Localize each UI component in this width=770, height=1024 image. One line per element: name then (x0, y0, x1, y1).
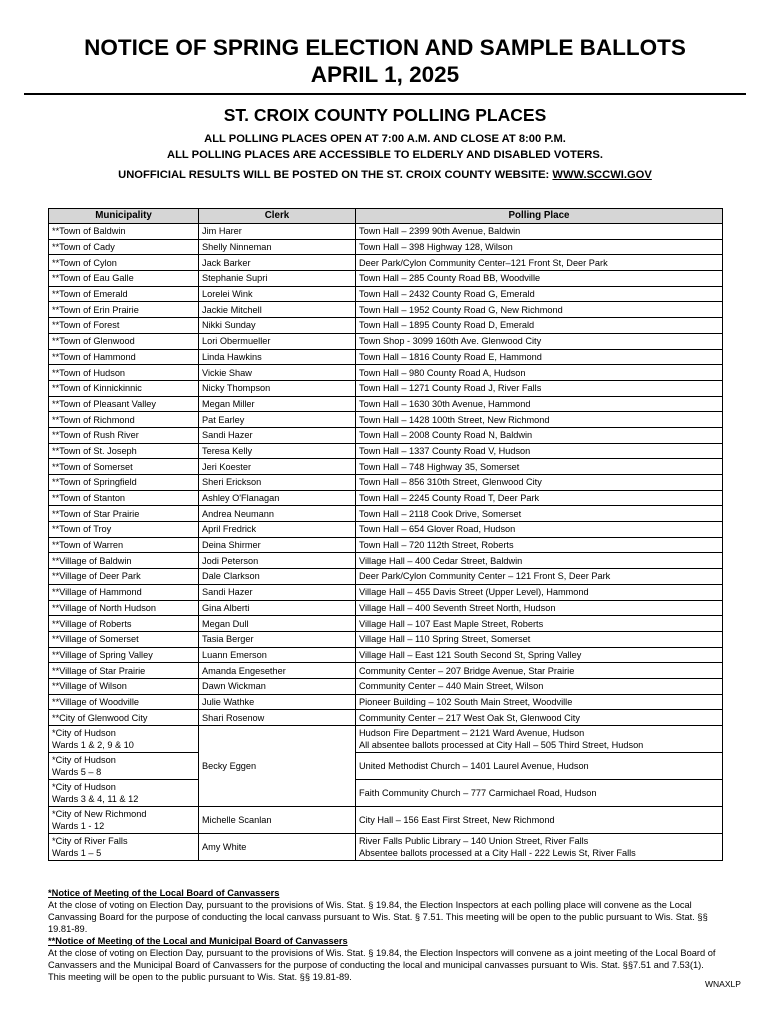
clerk-cell: Luann Emerson (199, 647, 356, 663)
website-link[interactable]: WWW.SCCWI.GOV (552, 169, 652, 181)
municipality-cell: **Village of North Hudson (49, 600, 199, 616)
notice-2-text: At the close of voting on Election Day, pursuant to the provisions of Wis. Stat. § 19.84, the Election Inspectors will convene as a joint meeting of the Local Board of Canvassers and the Municipal Board of Canvassers for the purpose of conducting the local and municipal canvasses pursuant to Wis. Stat. §§7.51 and 7.53(1). This meeting will be open to the public pursuant to Wis. Stat. §§ 19.81-89. (48, 948, 716, 982)
polling-place-cell: Town Hall – 1428 100th Street, New Richmond (356, 412, 723, 428)
table-row (49, 475, 723, 491)
clerk-cell: Nikki Sunday (199, 318, 356, 334)
municipality-cell: **Village of Baldwin (49, 553, 199, 569)
title-line-1: NOTICE OF SPRING ELECTION AND SAMPLE BALLOTS (84, 35, 686, 60)
municipality-cell: **Village of Spring Valley (49, 647, 199, 663)
title-line-2: APRIL 1, 2025 (310, 62, 460, 87)
results-text: UNOFFICIAL RESULTS WILL BE POSTED ON THE ST. CROIX COUNTY WEBSITE: (118, 169, 553, 181)
table-row (49, 834, 723, 861)
municipality-cell: **Town of Cylon (49, 255, 199, 271)
municipality-cell: **Town of Emerald (49, 286, 199, 302)
municipality-cell (49, 753, 199, 780)
polling-place-cell: Town Hall – 1630 30th Avenue, Hammond (356, 396, 723, 412)
table-row (49, 255, 723, 271)
table-row (49, 443, 723, 459)
clerk-cell: Becky Eggen (199, 726, 356, 807)
clerk-cell: Jackie Mitchell (199, 302, 356, 318)
polling-place-cell: Community Center – 207 Bridge Avenue, Star Prairie (356, 663, 723, 679)
municipality-cell: **Village of Wilson (49, 678, 199, 694)
clerk-cell: Jeri Koester (199, 459, 356, 475)
clerk-cell: Gina Alberti (199, 600, 356, 616)
table-row (49, 753, 723, 780)
clerk-cell: Jim Harer (199, 224, 356, 240)
polling-place-cell: Town Hall – 654 Glover Road, Hudson (356, 522, 723, 538)
polling-place-cell: Town Hall – 1952 County Road G, New Richmond (356, 302, 723, 318)
table-row (49, 412, 723, 428)
polling-hours (0, 131, 770, 163)
clerk-cell: Sandi Hazer (199, 427, 356, 443)
table-row (49, 807, 723, 834)
municipality-cell: **Village of Deer Park (49, 569, 199, 585)
table-row (49, 710, 723, 726)
table-row (49, 537, 723, 553)
municipality-wards: Wards 1 - 12 (52, 821, 105, 831)
polling-place-cell: Town Hall – 1271 County Road J, River Falls (356, 380, 723, 396)
polling-place-cell: Deer Park/Cylon Community Center – 121 Front S, Deer Park (356, 569, 723, 585)
polling-places-table (48, 208, 723, 861)
polling-place-cell (356, 834, 723, 861)
table-row (49, 631, 723, 647)
clerk-cell: Sandi Hazer (199, 584, 356, 600)
polling-place-line: River Falls Public Library – 140 Union Street, River Falls (359, 835, 589, 846)
clerk-cell: Dale Clarkson (199, 569, 356, 585)
polling-place-cell: Deer Park/Cylon Community Center–121 Front St, Deer Park (356, 255, 723, 271)
municipality-cell: **Town of Richmond (49, 412, 199, 428)
polling-place-cell: Village Hall – 400 Cedar Street, Baldwin (356, 553, 723, 569)
polling-place-cell: Town Hall – 398 Highway 128, Wilson (356, 239, 723, 255)
polling-place-cell: Town Shop - 3099 160th Ave. Glenwood City (356, 333, 723, 349)
polling-place-line: Hudson Fire Department – 2121 Ward Avenue, Hudson (359, 727, 585, 738)
municipality-wards: Wards 3 & 4, 11 & 12 (52, 794, 139, 804)
table-row (49, 380, 723, 396)
table-row (49, 780, 723, 807)
table-row (49, 600, 723, 616)
column-header-clerk: Clerk (199, 209, 356, 224)
clerk-cell: Shelly Ninneman (199, 239, 356, 255)
clerk-cell: Sheri Erickson (199, 475, 356, 491)
municipality-name: *City of Hudson (52, 727, 116, 738)
clerk-cell: Shari Rosenow (199, 710, 356, 726)
table-row (49, 553, 723, 569)
municipality-cell: **Town of Erin Prairie (49, 302, 199, 318)
clerk-cell: Michelle Scanlan (199, 807, 356, 834)
municipality-name: *City of Hudson (52, 781, 116, 792)
municipality-cell: **Town of Somerset (49, 459, 199, 475)
municipality-cell: **Town of Glenwood (49, 333, 199, 349)
title-divider (24, 93, 746, 95)
clerk-cell: Vickie Shaw (199, 365, 356, 381)
polling-place-cell: Town Hall – 748 Highway 35, Somerset (356, 459, 723, 475)
table-row (49, 396, 723, 412)
table-row (49, 318, 723, 334)
municipality-cell: **Village of Star Prairie (49, 663, 199, 679)
polling-place-cell (356, 726, 723, 753)
clerk-cell: Amanda Engesether (199, 663, 356, 679)
clerk-cell: Dawn Wickman (199, 678, 356, 694)
polling-place-cell: Village Hall – 107 East Maple Street, Roberts (356, 616, 723, 632)
notice-1-title: *Notice of Meeting of the Local Board of Canvassers (48, 888, 280, 898)
clerk-cell: Tasia Berger (199, 631, 356, 647)
municipality-cell: **Town of Cady (49, 239, 199, 255)
clerk-cell: Megan Dull (199, 616, 356, 632)
table-row (49, 663, 723, 679)
municipality-wards: Wards 1 – 5 (52, 848, 102, 858)
subtitle: ST. CROIX COUNTY POLLING PLACES (223, 105, 547, 125)
notice-2-title: **Notice of Meeting of the Local and Municipal Board of Canvassers (48, 936, 348, 946)
municipality-cell: **Village of Hammond (49, 584, 199, 600)
clerk-cell: Stephanie Supri (199, 271, 356, 287)
polling-place-cell: City Hall – 156 East First Street, New Richmond (356, 807, 723, 834)
clerk-cell: Teresa Kelly (199, 443, 356, 459)
clerk-cell: Megan Miller (199, 396, 356, 412)
table-row (49, 365, 723, 381)
table-row (49, 726, 723, 753)
municipality-cell: **Town of Baldwin (49, 224, 199, 240)
clerk-cell: Ashley O'Flanagan (199, 490, 356, 506)
table-row (49, 678, 723, 694)
polling-place-cell: Faith Community Church – 777 Carmichael Road, Hudson (356, 780, 723, 807)
municipality-cell: **Village of Woodville (49, 694, 199, 710)
clerk-cell: Lori Obermueller (199, 333, 356, 349)
municipality-cell: **Town of Kinnickinnic (49, 380, 199, 396)
table-row (49, 490, 723, 506)
municipality-cell (49, 726, 199, 753)
municipality-cell: **Town of Hudson (49, 365, 199, 381)
table-row (49, 427, 723, 443)
polling-place-cell: Community Center – 440 Main Street, Wilson (356, 678, 723, 694)
municipality-cell: **Town of Troy (49, 522, 199, 538)
table-header-row (49, 209, 723, 224)
polling-place-cell: United Methodist Church – 1401 Laurel Avenue, Hudson (356, 753, 723, 780)
clerk-cell: Jack Barker (199, 255, 356, 271)
polling-place-cell: Village Hall – 400 Seventh Street North, Hudson (356, 600, 723, 616)
table-row (49, 506, 723, 522)
polling-place-cell: Village Hall – East 121 South Second St, Spring Valley (356, 647, 723, 663)
polling-place-cell: Town Hall – 1337 County Road V, Hudson (356, 443, 723, 459)
polling-place-cell: Town Hall – 856 310th Street, Glenwood City (356, 475, 723, 491)
clerk-cell: Deina Shirmer (199, 537, 356, 553)
municipality-cell: **Town of Warren (49, 537, 199, 553)
table-body (49, 224, 723, 726)
polling-place-line: Absentee ballots processed at a City Hall - 222 Lewis St, River Falls (359, 848, 636, 858)
polling-place-cell: Town Hall – 720 112th Street, Roberts (356, 537, 723, 553)
table-row (49, 333, 723, 349)
table-row (49, 647, 723, 663)
municipality-name: *City of Hudson (52, 754, 116, 765)
publication-code: WNAXLP (705, 979, 741, 989)
municipality-cell (49, 834, 199, 861)
table-body-cities (49, 726, 723, 861)
municipality-cell: **Village of Roberts (49, 616, 199, 632)
municipality-cell: **City of Glenwood City (49, 710, 199, 726)
clerk-cell: Amy White (199, 834, 356, 861)
table-row (49, 694, 723, 710)
table-row (49, 459, 723, 475)
table-row (49, 616, 723, 632)
column-header-municipality: Municipality (49, 209, 199, 224)
polling-place-cell: Town Hall – 980 County Road A, Hudson (356, 365, 723, 381)
hours-line-2: ALL POLLING PLACES ARE ACCESSIBLE TO ELDERLY AND DISABLED VOTERS. (167, 149, 603, 161)
municipality-cell: **Town of Forest (49, 318, 199, 334)
municipality-cell (49, 780, 199, 807)
canvass-notices (48, 887, 723, 983)
polling-place-cell: Village Hall – 110 Spring Street, Somerset (356, 631, 723, 647)
polling-place-cell: Town Hall – 2008 County Road N, Baldwin (356, 427, 723, 443)
table-row (49, 522, 723, 538)
municipality-wards: Wards 5 – 8 (52, 767, 102, 777)
notice-1-text: At the close of voting on Election Day, pursuant to the provisions of Wis. Stat. § 19.84, the Election Inspectors at each polling place will convene as the Local Canvassing Board for the purpose of conducting the local canvass pursuant to Wis. Stat. § 7.51. This meeting will be open to the public pursuant to Wis. Stat. §§ 19.81-89. (48, 900, 708, 934)
table-row (49, 271, 723, 287)
clerk-cell: Pat Earley (199, 412, 356, 428)
polling-place-cell: Town Hall – 2118 Cook Drive, Somerset (356, 506, 723, 522)
clerk-cell: Julie Wathke (199, 694, 356, 710)
polling-place-cell: Town Hall – 285 County Road BB, Woodville (356, 271, 723, 287)
polling-place-cell: Town Hall – 2399 90th Avenue, Baldwin (356, 224, 723, 240)
clerk-cell: Lorelei Wink (199, 286, 356, 302)
polling-place-cell: Town Hall – 1816 County Road E, Hammond (356, 349, 723, 365)
table-row (49, 349, 723, 365)
hours-line-1: ALL POLLING PLACES OPEN AT 7:00 A.M. AND CLOSE AT 8:00 P.M. (204, 133, 566, 145)
municipality-cell: **Town of St. Joseph (49, 443, 199, 459)
polling-place-cell: Community Center – 217 West Oak St, Glenwood City (356, 710, 723, 726)
table-row (49, 286, 723, 302)
polling-place-cell: Town Hall – 2432 County Road G, Emerald (356, 286, 723, 302)
municipality-name: *City of New Richmond (52, 808, 147, 819)
municipality-cell: **Town of Hammond (49, 349, 199, 365)
polling-place-line: All absentee ballots processed at City Hall – 505 Third Street, Hudson (359, 740, 644, 750)
clerk-cell: April Fredrick (199, 522, 356, 538)
municipality-cell: **Town of Springfield (49, 475, 199, 491)
polling-place-cell: Town Hall – 2245 County Road T, Deer Park (356, 490, 723, 506)
table-row (49, 239, 723, 255)
table-row (49, 569, 723, 585)
municipality-cell: **Town of Stanton (49, 490, 199, 506)
polling-place-cell: Village Hall – 455 Davis Street (Upper Level), Hammond (356, 584, 723, 600)
page-title (0, 34, 770, 88)
clerk-cell: Nicky Thompson (199, 380, 356, 396)
municipality-cell: **Town of Pleasant Valley (49, 396, 199, 412)
polling-place-cell: Town Hall – 1895 County Road D, Emerald (356, 318, 723, 334)
municipality-wards: Wards 1 & 2, 9 & 10 (52, 740, 134, 750)
municipality-name: *City of River Falls (52, 835, 128, 846)
table-row (49, 302, 723, 318)
municipality-cell: **Town of Rush River (49, 427, 199, 443)
table-row (49, 584, 723, 600)
municipality-cell (49, 807, 199, 834)
column-header-polling-place: Polling Place (356, 209, 723, 224)
municipality-cell: **Town of Eau Galle (49, 271, 199, 287)
clerk-cell: Andrea Neumann (199, 506, 356, 522)
results-notice (0, 167, 770, 183)
municipality-cell: **Town of Star Prairie (49, 506, 199, 522)
clerk-cell: Jodi Peterson (199, 553, 356, 569)
municipality-cell: **Village of Somerset (49, 631, 199, 647)
table-row (49, 224, 723, 240)
clerk-cell: Linda Hawkins (199, 349, 356, 365)
polling-place-cell: Pioneer Building – 102 South Main Street, Woodville (356, 694, 723, 710)
